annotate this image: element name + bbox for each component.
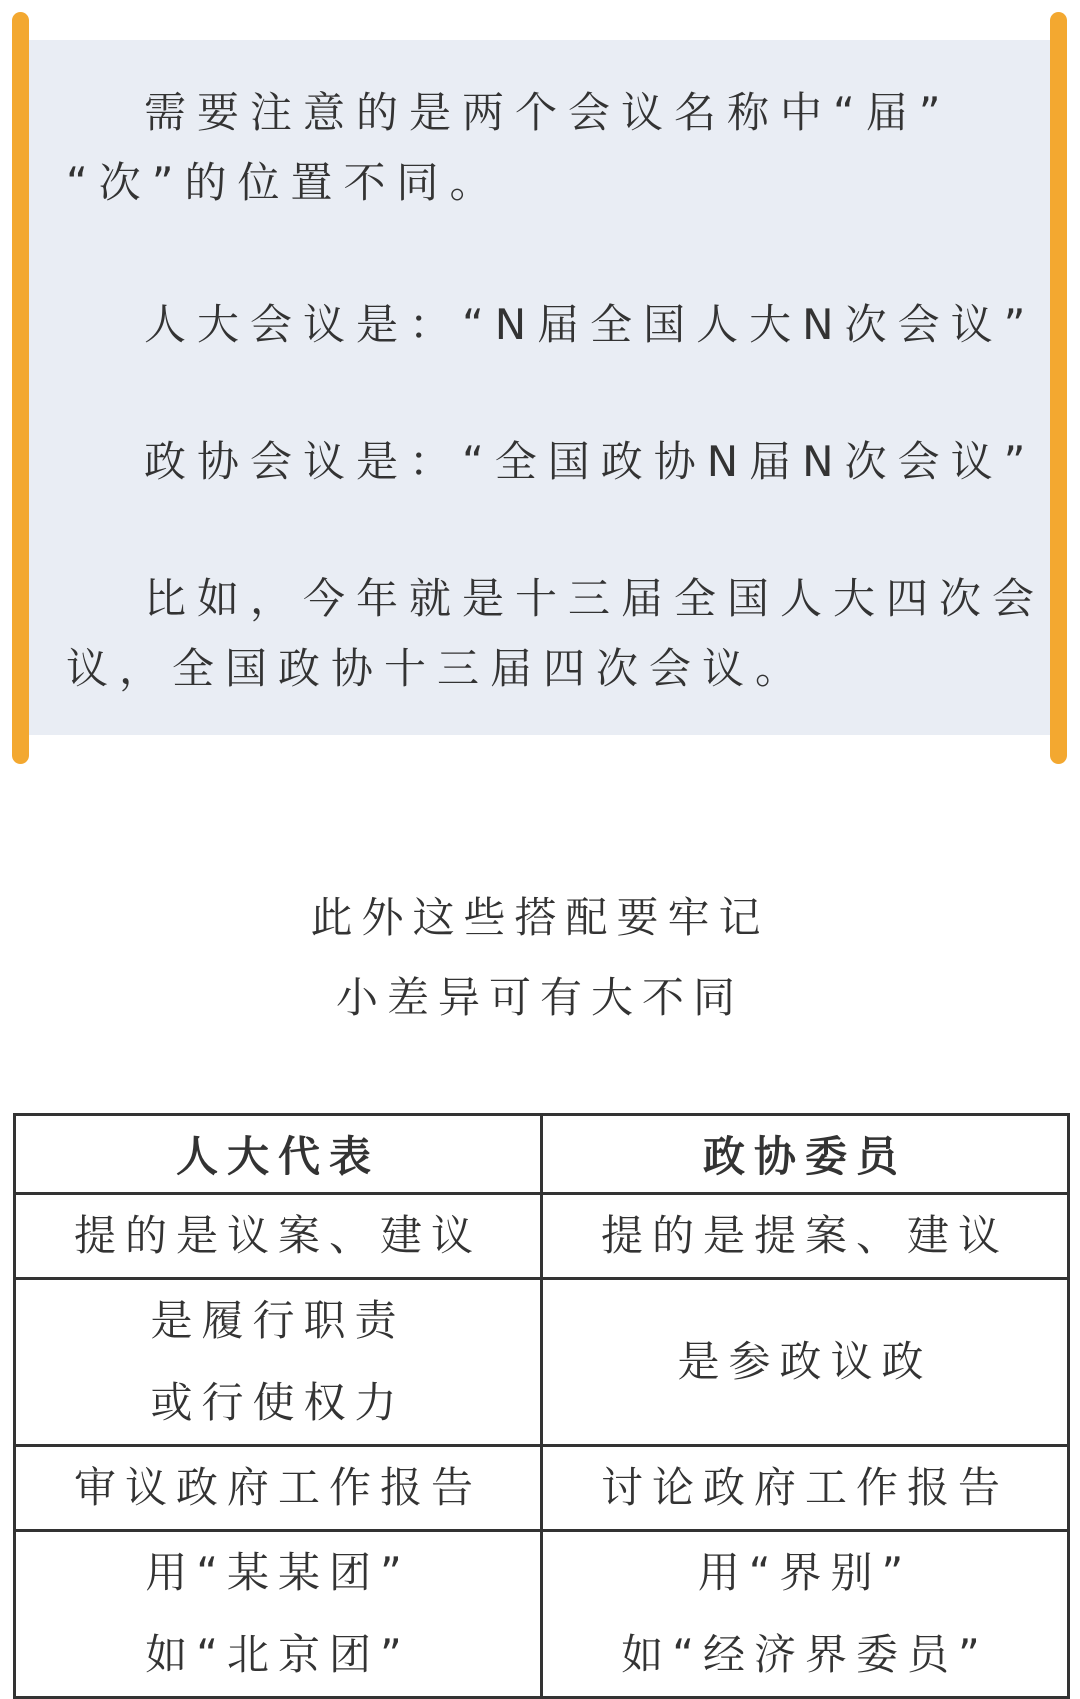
cell-text: 审议政府工作报告 [73, 1463, 482, 1512]
table-cell-left [15, 1446, 542, 1531]
cell-text-line-2: 或行使权力 [150, 1378, 406, 1427]
table-row [15, 1531, 1069, 1698]
caption-line-2: 小差异可有大不同 [335, 973, 744, 1022]
cell-text: 提的是议案、建议 [73, 1211, 482, 1260]
header-npc-deputies: 人大代表 [15, 1115, 542, 1194]
table-row [15, 1446, 1069, 1531]
cell-text-line-1: 用“某某团” [145, 1548, 411, 1597]
note-paragraph-2-text: 人大会议是：“N届全国人大N次会议” [144, 300, 1037, 349]
note-paragraph-1-line-1: 需要注意的是两个会议名称中“届” [144, 88, 952, 137]
table-cell-right [542, 1279, 1069, 1446]
cell-text-line-2: 如“北京团” [145, 1630, 411, 1679]
right-accent-bar [1050, 12, 1067, 764]
left-accent-bar [12, 12, 29, 764]
table-cell-left [15, 1279, 542, 1446]
table-cell-right [542, 1194, 1069, 1279]
note-paragraph-1-line-2: “次”的位置不同。 [66, 158, 503, 207]
cell-text-line-1: 是履行职责 [150, 1296, 406, 1345]
table-row [15, 1194, 1069, 1279]
note-paragraph-3 [66, 427, 1037, 497]
note-paragraph-3-text: 政协会议是：“全国政协N届N次会议” [144, 437, 1037, 486]
table-cell-left [15, 1531, 542, 1698]
note-paragraph-2 [66, 290, 1037, 360]
header-cppcc-members: 政协委员 [542, 1115, 1069, 1194]
table-header-row [15, 1115, 1069, 1194]
table-cell-left [15, 1194, 542, 1279]
cell-text-line-2: 如“经济界委员” [621, 1630, 989, 1679]
table-cell-right [542, 1531, 1069, 1698]
note-paragraph-4 [66, 564, 1046, 704]
caption-line-1: 此外这些搭配要牢记 [310, 893, 770, 942]
cell-text: 提的是提案、建议 [600, 1211, 1009, 1260]
table-row [15, 1279, 1069, 1446]
cell-text-line-1: 用“界别” [697, 1548, 913, 1597]
note-paragraph-4-line-1: 比如，今年就是十三届全国人大四次会 [144, 574, 1046, 623]
note-paragraph-1 [66, 78, 1020, 218]
cell-text: 是参政议政 [677, 1337, 933, 1386]
note-paragraph-4-line-2: 议，全国政协十三届四次会议。 [66, 644, 809, 693]
comparison-table [13, 1113, 1070, 1699]
cell-text: 讨论政府工作报告 [600, 1463, 1009, 1512]
table-cell-right [542, 1446, 1069, 1531]
